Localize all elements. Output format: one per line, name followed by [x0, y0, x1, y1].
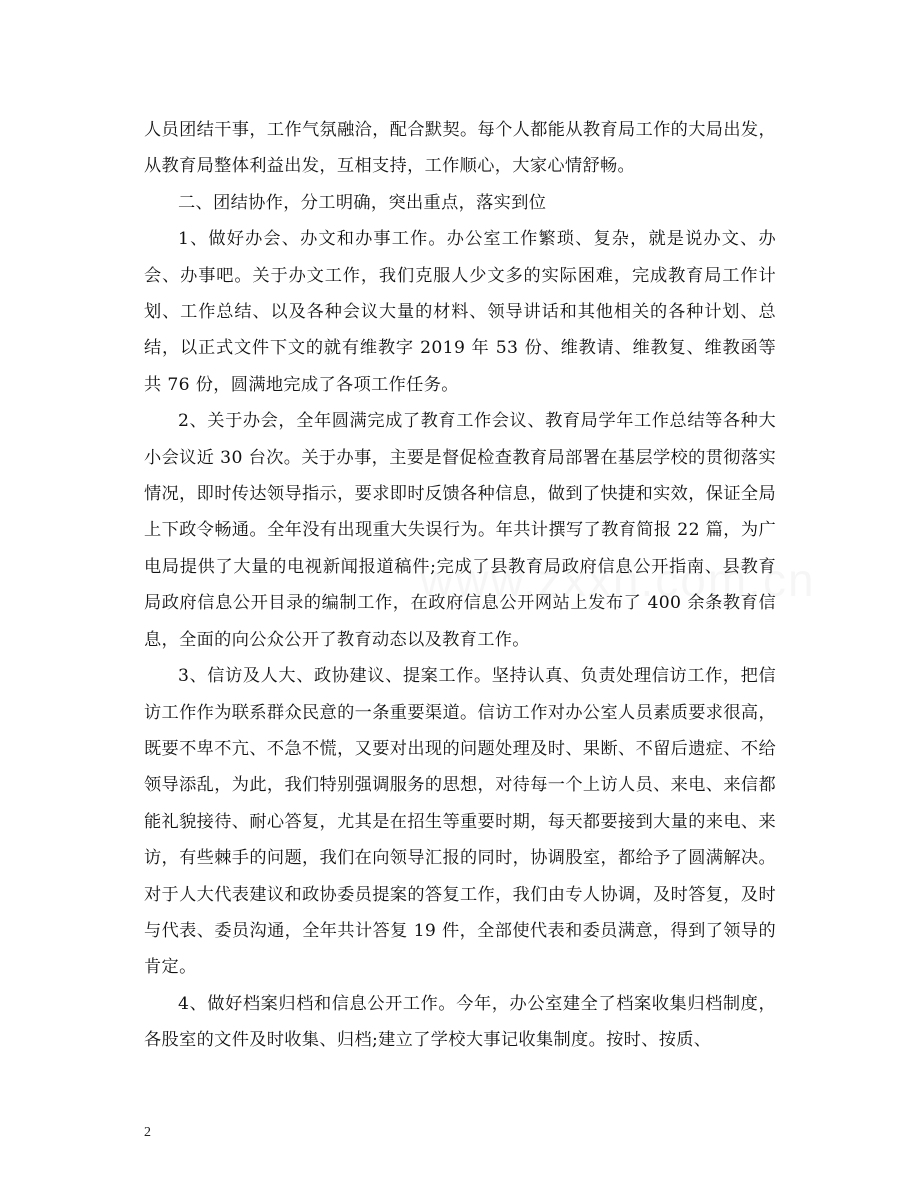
paragraph-5: 3、信访及人大、政协建议、提案工作。坚持认真、负责处理信访工作，把信访工作作为联系群众民意的一条重要渠道。信访工作对办公室人员素质要求很高，既要不卑不亢、不急不慌，又要对出现的问题处理及时、果断、不留后遗症、不给领导添乱，为此，我们特别强调服务的思想，对待每一个上访人员、来电、来信都能礼貌接待、耐心答复，尤其是在招生等重要时期，每天都要接到大量的来电、来访，有些棘手的问题，我们在向领导汇报的同时，协调股室，都给予了圆满解决。对于人大代表建议和政协委员提案的答复工作，我们由专人协调，及时答复，及时与代表、委员沟通，全年共计答复 19 件，全部使代表和委员满意，得到了领导的肯定。 — [144, 666, 776, 978]
page-number: 2 — [144, 1125, 151, 1140]
section-heading: 二、团结协作，分工明确，突出重点，落实到位 — [178, 192, 547, 213]
paragraph-1: 人员团结干事，工作气氛融洽，配合默契。每个人都能从教育局工作的大局出发，从教育局整体利益出发，互相支持，工作顺心，大家心情舒畅。 — [144, 120, 776, 177]
document-body — [144, 112, 776, 1059]
paragraph-6: 4、做好档案归档和信息公开工作。今年，办公室建全了档案收集归档制度，各股室的文件及时收集、归档;建立了学校大事记收集制度。按时、按质、 — [144, 993, 776, 1051]
paragraph-4: 2、关于办会，全年圆满完成了教育工作会议、教育局学年工作总结等各种大小会议近 30 台次。关于办事，主要是督促检查教育局部署在基层学校的贯彻落实情况，即时传达领导指示，要求即时反馈各种信息，做到了快捷和实效，保证全局上下政令畅通。全年没有出现重大失误行为。年共计撰写了教育简报 22 篇，为广电局提供了大量的电视新闻报道稿件;完成了县教育局政府信息公开指南、县教育局政府信息公开目录的编制工作，在政府信息公开网站上发布了 400 余条教育信息，全面的向公众公开了教育动态以及教育工作。 — [144, 411, 776, 650]
paragraph-3: 1、做好办会、办文和办事工作。办公室工作繁琐、复杂，就是说办文、办会、办事吧。关于办文工作，我们克服人少文多的实际困难，完成教育局工作计划、工作总结、以及各种会议大量的材料、领导讲话和其他相关的各种计划、总结，以正式文件下文的就有维教字 2019 年 53 份、维教请、维教复、维教函等共 76 份，圆满地完成了各项工作任务。 — [144, 229, 776, 395]
